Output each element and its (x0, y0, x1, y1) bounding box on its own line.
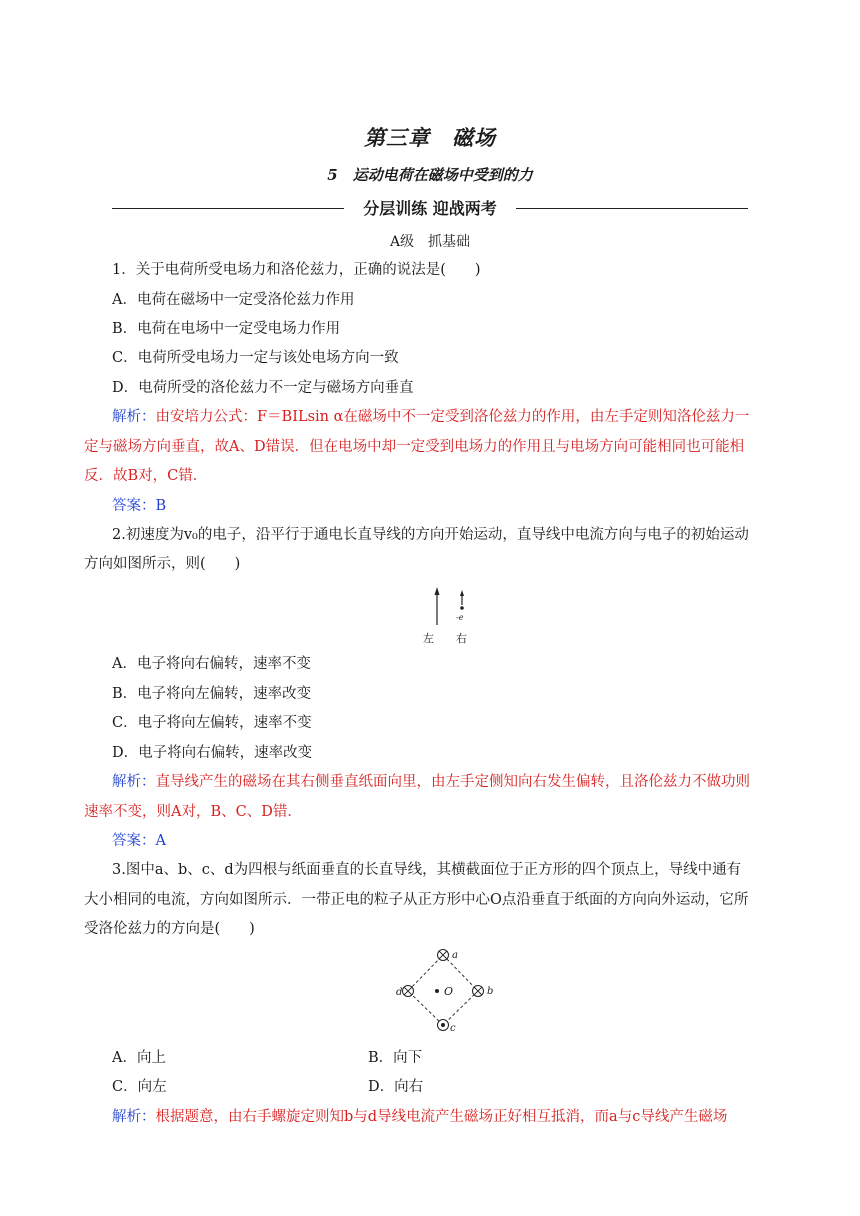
level-heading: A级 抓基础 (389, 234, 471, 250)
q3-figure (392, 945, 502, 1037)
q3-option-a: A．向上 (112, 1050, 166, 1066)
q2-analysis-text: 直导线产生的磁场在其右侧垂直纸面向里，由左手定侧知向右发生偏转，且洛伦兹力不做功则 (155, 774, 750, 790)
q3-analysis-text: 根据题意，由右手螺旋定则知b与d导线电流产生磁场正好相互抵消，而a与c导线产生磁场 (155, 1109, 728, 1125)
wire-a-into-page-icon (438, 950, 449, 961)
q1-stem: 1．关于电荷所受电场力和洛伦兹力，正确的说法是( ) (112, 262, 481, 278)
section-title: 5 运动电荷在磁场中受到的力 (327, 166, 533, 184)
q2-figure (415, 585, 475, 647)
velocity-arrow-icon (460, 590, 464, 596)
q2-option-b: B．电子将向左偏转，速率改变 (112, 686, 312, 702)
q3-stem-line-3: 受洛伦兹力的方向是( ) (84, 921, 255, 937)
square-outline (408, 955, 478, 1025)
q2-stem-line-1: 2.初速度为v₀的电子，沿平行于通电长直导线的方向开始运动，直导线中电流方向与电子的初始运动 (112, 527, 749, 543)
banner-text: 分层训练 迎战两考 (363, 199, 497, 218)
section-banner (112, 196, 748, 222)
center-point-icon (435, 989, 439, 993)
q2-analysis-label: 解析： (112, 774, 156, 790)
current-arrow-icon (435, 587, 440, 595)
label-d: d (396, 987, 403, 998)
q3-analysis-label: 解析： (112, 1109, 156, 1125)
q3-analysis-line-1 (112, 1105, 727, 1126)
wire-c-out-of-page-icon (438, 1020, 449, 1031)
electron-label: -e (456, 613, 464, 622)
q1-option-c: C．电荷所受电场力一定与该处电场方向一致 (112, 350, 399, 366)
q1-analysis-label: 解析： (112, 409, 156, 425)
q1-option-d: D．电荷所受的洛伦兹力不一定与磁场方向垂直 (112, 380, 414, 396)
label-a: a (452, 950, 458, 961)
label-c: c (450, 1023, 456, 1034)
q3-stem-line-2: 大小相同的电流，方向如图所示．一带正电的粒子从正方形中心O点沿垂直于纸面的方向向外运动，它所 (84, 892, 749, 908)
q3-option-c: C．向左 (112, 1079, 167, 1095)
q2-option-d: D．电子将向右偏转，速率改变 (112, 745, 313, 761)
q3-option-d: D．向右 (368, 1079, 424, 1095)
q1-answer: 答案：B (112, 498, 167, 514)
q2-stem-line-2: 方向如图所示，则( ) (84, 556, 241, 572)
q1-analysis-text: 由安培力公式：F＝BILsin α在磁场中不一定受到洛伦兹力的作用，由左手定则知洛伦兹力一 (155, 409, 750, 425)
banner-rule-right (516, 208, 748, 209)
electron-dot-icon (460, 606, 464, 610)
chapter-title: 第三章 磁场 (364, 125, 496, 150)
q1-analysis-line-3: 反．故B对，C错． (84, 468, 208, 484)
q1-analysis-line-2: 定与磁场方向垂直，故A、D错误．但在电场中却一定受到电场力的作用且与电场方向可能相同也可能相 (84, 439, 745, 455)
label-o: O (444, 985, 454, 998)
wire-d-into-page-icon (403, 986, 414, 997)
q2-answer: 答案：A (112, 833, 166, 849)
label-b: b (487, 986, 494, 997)
q2-option-a: A．电子将向右偏转，速率不变 (112, 656, 311, 672)
right-label: 右 (456, 632, 467, 645)
q2-option-c: C．电子将向左偏转，速率不变 (112, 715, 312, 731)
left-label: 左 (423, 632, 434, 645)
q2-analysis-line-2: 速率不变，则A对，B、C、D错． (84, 804, 302, 820)
q1-option-a: A．电荷在磁场中一定受洛伦兹力作用 (112, 292, 355, 308)
q3-option-b: B．向下 (368, 1050, 423, 1066)
wire-b-into-page-icon (473, 986, 484, 997)
q1-analysis-line-1 (112, 405, 749, 426)
q3-stem-line-1: 3.图中a、b、c、d为四根与纸面垂直的长直导线，其横截面位于正方形的四个顶点上，导线中通有 (112, 862, 742, 878)
q2-analysis-line-1 (112, 770, 750, 791)
q1-option-b: B．电荷在电场中一定受电场力作用 (112, 321, 341, 337)
